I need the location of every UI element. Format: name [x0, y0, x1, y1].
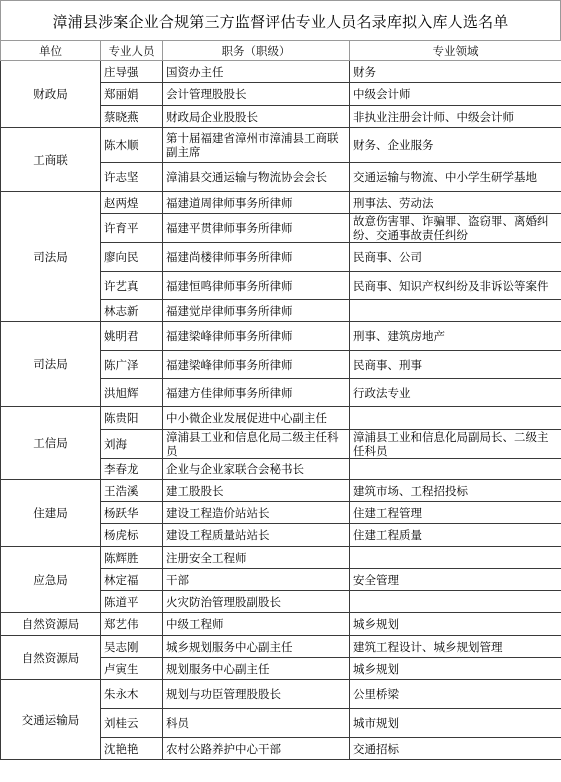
post-cell: 福建道周律师事务所律师 — [163, 192, 350, 214]
post-cell: 规划服务中心副主任 — [163, 658, 350, 680]
unit-cell: 应急局 — [1, 547, 101, 613]
field-cell: 建筑工程设计、城乡规划管理 — [350, 636, 561, 658]
field-cell: 刑事、建筑房地产 — [350, 322, 561, 351]
field-cell: 安全管理 — [350, 569, 561, 591]
table-row — [1, 192, 561, 214]
post-cell: 农村公路养护中心干部 — [163, 738, 350, 760]
name-cell: 陈贵阳 — [101, 407, 163, 430]
field-cell — [350, 300, 561, 322]
post-cell: 福建觉岸律师事务所律师 — [163, 300, 350, 322]
name-cell: 廖向民 — [101, 243, 163, 272]
field-cell: 行政法专业 — [350, 379, 561, 407]
field-cell: 交通招标 — [350, 738, 561, 760]
name-cell: 朱永木 — [101, 680, 163, 709]
name-cell: 陈广泽 — [101, 351, 163, 379]
post-cell: 福建恒鸣律师事务所律师 — [163, 272, 350, 300]
name-cell: 郑丽娟 — [101, 83, 163, 106]
name-cell: 庄导强 — [101, 61, 163, 83]
post-cell: 建设工程造价站站长 — [163, 502, 350, 524]
table-row — [1, 480, 561, 502]
field-cell: 中级会计师 — [350, 83, 561, 106]
post-cell: 建设工程质量站站长 — [163, 524, 350, 547]
unit-cell: 工信局 — [1, 407, 101, 480]
post-cell: 建工股股长 — [163, 480, 350, 502]
name-cell: 郑艺伟 — [101, 613, 163, 636]
field-cell: 交通运输与物流、中小学生研学基地 — [350, 163, 561, 192]
name-cell: 陈辉胜 — [101, 547, 163, 569]
post-cell: 中级工程师 — [163, 613, 350, 636]
post-cell: 城乡规划服务中心副主任 — [163, 636, 350, 658]
name-cell: 沈艳艳 — [101, 738, 163, 760]
field-cell — [350, 407, 561, 430]
field-cell: 财务、企业服务 — [350, 128, 561, 163]
unit-cell: 司法局 — [1, 322, 101, 407]
post-cell: 干部 — [163, 569, 350, 591]
unit-cell: 司法局 — [1, 192, 101, 322]
field-cell: 民商事、刑事 — [350, 351, 561, 379]
post-cell: 漳浦县交通运输与物流协会会长 — [163, 163, 350, 192]
field-cell — [350, 547, 561, 569]
name-cell: 林定福 — [101, 569, 163, 591]
post-cell: 会计管理股股长 — [163, 83, 350, 106]
field-cell: 城市规划 — [350, 709, 561, 738]
column-header-unit: 单位 — [1, 41, 101, 61]
field-cell: 民商事、知识产权纠纷及非诉讼等案件 — [350, 272, 561, 300]
table-row — [1, 128, 561, 163]
field-cell: 公里桥梁 — [350, 680, 561, 709]
table-row — [1, 613, 561, 636]
field-cell — [350, 591, 561, 613]
post-cell: 福建梁峰律师事务所律师 — [163, 322, 350, 351]
table-row — [1, 547, 561, 569]
field-cell: 财务 — [350, 61, 561, 83]
unit-cell: 财政局 — [1, 61, 101, 128]
unit-cell: 自然资源局 — [1, 613, 101, 636]
name-cell: 杨虎标 — [101, 524, 163, 547]
table-row — [1, 61, 561, 83]
post-cell: 规划与功臣管理股股长 — [163, 680, 350, 709]
post-cell: 福建梁峰律师事务所律师 — [163, 351, 350, 379]
name-cell: 林志新 — [101, 300, 163, 322]
roster-table — [0, 40, 561, 760]
table-row — [1, 407, 561, 430]
name-cell: 陈木顺 — [101, 128, 163, 163]
roster-body — [1, 41, 561, 760]
post-cell: 福建平贯律师事务所律师 — [163, 214, 350, 243]
field-cell: 建筑市场、工程招投标 — [350, 480, 561, 502]
name-cell: 卢寅生 — [101, 658, 163, 680]
table-row — [1, 322, 561, 351]
post-cell: 国资办主任 — [163, 61, 350, 83]
post-cell: 漳浦县工业和信息化局二级主任科员 — [163, 430, 350, 459]
header-row — [1, 41, 561, 61]
column-header-field: 专业领域 — [350, 41, 561, 61]
field-cell: 故意伤害罪、诈骗罪、盗窃罪、离婚纠纷、交通事故责任纠纷 — [350, 214, 561, 243]
name-cell: 杨跃华 — [101, 502, 163, 524]
name-cell: 赵两煌 — [101, 192, 163, 214]
name-cell: 许艺真 — [101, 272, 163, 300]
column-header-post: 职务（职级） — [163, 41, 350, 61]
field-cell — [350, 459, 561, 480]
post-cell: 企业与企业家联合会秘书长 — [163, 459, 350, 480]
field-cell: 民商事、公司 — [350, 243, 561, 272]
field-cell: 住建工程管理 — [350, 502, 561, 524]
field-cell: 住建工程质量 — [350, 524, 561, 547]
name-cell: 陈道平 — [101, 591, 163, 613]
unit-cell: 自然资源局 — [1, 636, 101, 680]
field-cell: 非执业注册会计师、中级会计师 — [350, 106, 561, 128]
post-cell: 福建尚楼律师事务所律师 — [163, 243, 350, 272]
post-cell: 火灾防治管理股副股长 — [163, 591, 350, 613]
field-cell: 城乡规划 — [350, 613, 561, 636]
field-cell: 城乡规划 — [350, 658, 561, 680]
table-row — [1, 680, 561, 709]
post-cell: 注册安全工程师 — [163, 547, 350, 569]
unit-cell: 住建局 — [1, 480, 101, 547]
field-cell: 刑事法、劳动法 — [350, 192, 561, 214]
name-cell: 姚明君 — [101, 322, 163, 351]
name-cell: 洪旭辉 — [101, 379, 163, 407]
post-cell: 第十届福建省漳州市漳浦县工商联副主席 — [163, 128, 350, 163]
name-cell: 许志坚 — [101, 163, 163, 192]
name-cell: 刘海 — [101, 430, 163, 459]
name-cell: 刘桂云 — [101, 709, 163, 738]
table-row — [1, 636, 561, 658]
field-cell: 漳浦县工业和信息化局副局长、二级主任科员 — [350, 430, 561, 459]
name-cell: 吴志刚 — [101, 636, 163, 658]
name-cell: 王浩溪 — [101, 480, 163, 502]
column-header-name: 专业人员 — [101, 41, 163, 61]
name-cell: 蔡晓燕 — [101, 106, 163, 128]
post-cell: 中小微企业发展促进中心副主任 — [163, 407, 350, 430]
unit-cell: 工商联 — [1, 128, 101, 192]
post-cell: 财政局企业股股长 — [163, 106, 350, 128]
sheet-title: 漳浦县涉案企业合规第三方监督评估专业人员名录库拟入库人选名单 — [0, 0, 561, 41]
post-cell: 福建方佳律师事务所律师 — [163, 379, 350, 407]
unit-cell: 交通运输局 — [1, 680, 101, 760]
post-cell: 科员 — [163, 709, 350, 738]
name-cell: 李春龙 — [101, 459, 163, 480]
name-cell: 许育平 — [101, 214, 163, 243]
